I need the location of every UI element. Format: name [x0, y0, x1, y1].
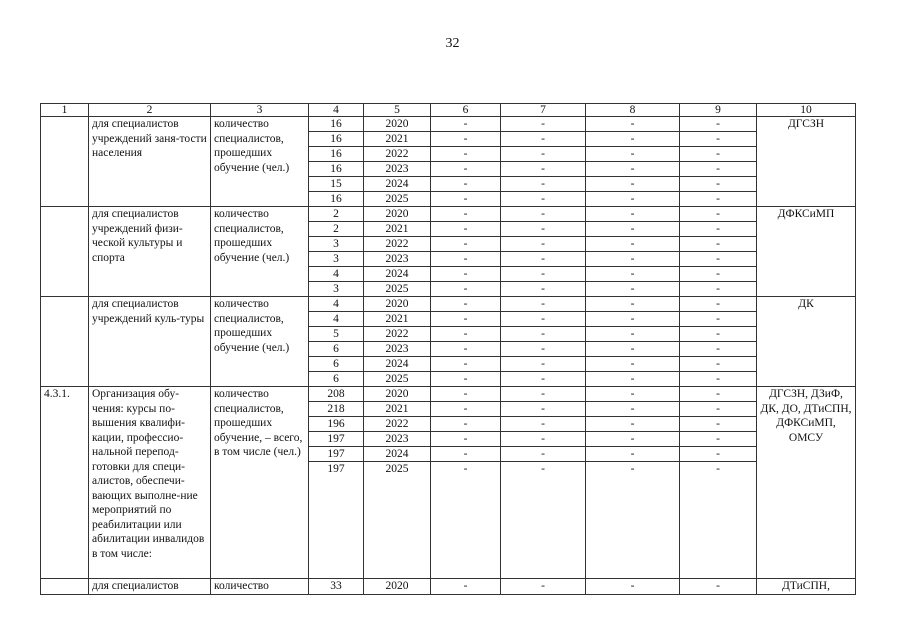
year-cell: 2025 [364, 282, 431, 297]
year-cell: 2020 [364, 387, 431, 402]
dash-cell: - [501, 282, 586, 297]
value-cell: 5 [309, 327, 364, 342]
measure-name-cell: для специалистов [89, 579, 211, 595]
column-header: 4 [309, 104, 364, 117]
indicator-cell: количество специалистов, прошедших обучение (чел.) [211, 297, 309, 387]
value-cell: 197 [309, 447, 364, 462]
dash-cell: - [501, 372, 586, 387]
dash-cell: - [501, 462, 586, 579]
column-header: 8 [586, 104, 680, 117]
dash-cell: - [431, 357, 501, 372]
table-row [41, 579, 856, 595]
dash-cell: - [586, 387, 680, 402]
dash-cell: - [586, 312, 680, 327]
dash-cell: - [680, 387, 757, 402]
dash-cell: - [586, 357, 680, 372]
dash-cell: - [680, 192, 757, 207]
dash-cell: - [431, 252, 501, 267]
dash-cell: - [431, 402, 501, 417]
dash-cell: - [501, 222, 586, 237]
dash-cell: - [680, 177, 757, 192]
year-cell: 2025 [364, 372, 431, 387]
dash-cell: - [680, 462, 757, 579]
year-cell: 2022 [364, 147, 431, 162]
value-cell: 16 [309, 147, 364, 162]
value-cell: 16 [309, 192, 364, 207]
value-cell: 15 [309, 177, 364, 192]
year-cell: 2022 [364, 237, 431, 252]
dash-cell: - [501, 312, 586, 327]
year-cell: 2022 [364, 417, 431, 432]
dash-cell: - [431, 177, 501, 192]
dash-cell: - [680, 207, 757, 222]
dash-cell: - [680, 312, 757, 327]
dash-cell: - [586, 402, 680, 417]
responsible-cell: ДГСЗН, ДЗиФ, ДК, ДО, ДТиСПН, ДФКСиМП, ОМСУ [757, 387, 856, 579]
year-cell: 2020 [364, 297, 431, 312]
dash-cell: - [501, 342, 586, 357]
year-cell: 2023 [364, 252, 431, 267]
dash-cell: - [680, 417, 757, 432]
table-row [41, 207, 856, 222]
value-cell: 16 [309, 162, 364, 177]
dash-cell: - [586, 117, 680, 132]
year-cell: 2024 [364, 177, 431, 192]
year-cell: 2023 [364, 432, 431, 447]
dash-cell: - [586, 432, 680, 447]
year-cell: 2022 [364, 327, 431, 342]
dash-cell: - [431, 417, 501, 432]
column-header: 1 [41, 104, 89, 117]
value-cell: 16 [309, 117, 364, 132]
dash-cell: - [501, 192, 586, 207]
dash-cell: - [680, 342, 757, 357]
table-body [41, 104, 856, 595]
dash-cell: - [586, 147, 680, 162]
responsible-cell: ДГСЗН [757, 117, 856, 207]
measure-name-cell: для специалистов учреждений куль-туры [89, 297, 211, 387]
item-number-cell [41, 579, 89, 595]
table-row [41, 387, 856, 402]
item-number-cell [41, 297, 89, 387]
value-cell: 4 [309, 297, 364, 312]
dash-cell: - [501, 432, 586, 447]
measure-name-cell: Организация обу-чения: курсы по-вышения квалифи-кации, профессио-нальной перепод-готовки для специ-алистов, обеспечи-вающих выполне-ние мероприятий по реабилитации или абилитации инвалидов в том числе: [89, 387, 211, 579]
value-cell: 218 [309, 402, 364, 417]
dash-cell: - [680, 327, 757, 342]
value-cell: 3 [309, 282, 364, 297]
year-cell: 2024 [364, 447, 431, 462]
year-cell: 2025 [364, 192, 431, 207]
column-header: 9 [680, 104, 757, 117]
table-row [41, 117, 856, 132]
dash-cell: - [586, 282, 680, 297]
value-cell: 6 [309, 342, 364, 357]
dash-cell: - [586, 177, 680, 192]
measure-name-cell: для специалистов учреждений физи-ческой культуры и спорта [89, 207, 211, 297]
dash-cell: - [501, 177, 586, 192]
page-number: 32 [445, 36, 460, 51]
item-number-cell: 4.3.1. [41, 387, 89, 579]
dash-cell: - [501, 387, 586, 402]
dash-cell: - [680, 147, 757, 162]
dash-cell: - [431, 132, 501, 147]
indicator-cell: количество специалистов, прошедших обучение, – всего, в том числе (чел.) [211, 387, 309, 579]
year-cell: 2021 [364, 402, 431, 417]
value-cell: 2 [309, 207, 364, 222]
value-cell: 196 [309, 417, 364, 432]
dash-cell: - [586, 447, 680, 462]
dash-cell: - [431, 579, 501, 595]
value-cell: 3 [309, 252, 364, 267]
dash-cell: - [431, 117, 501, 132]
dash-cell: - [431, 447, 501, 462]
dash-cell: - [680, 132, 757, 147]
responsible-cell: ДТиСПН, [757, 579, 856, 595]
dash-cell: - [501, 447, 586, 462]
dash-cell: - [431, 207, 501, 222]
table-row [41, 297, 856, 312]
dash-cell: - [586, 252, 680, 267]
year-cell: 2020 [364, 117, 431, 132]
dash-cell: - [501, 132, 586, 147]
dash-cell: - [586, 207, 680, 222]
dash-cell: - [680, 297, 757, 312]
year-cell: 2025 [364, 462, 431, 579]
value-cell: 197 [309, 462, 364, 579]
dash-cell: - [431, 432, 501, 447]
dash-cell: - [586, 267, 680, 282]
column-header-row [41, 104, 856, 117]
dash-cell: - [431, 297, 501, 312]
dash-cell: - [431, 237, 501, 252]
dash-cell: - [501, 252, 586, 267]
dash-cell: - [586, 372, 680, 387]
dash-cell: - [586, 327, 680, 342]
dash-cell: - [501, 579, 586, 595]
responsible-cell: ДФКСиМП [757, 207, 856, 297]
dash-cell: - [431, 162, 501, 177]
dash-cell: - [501, 402, 586, 417]
indicator-cell: количество [211, 579, 309, 595]
dash-cell: - [586, 342, 680, 357]
dash-cell: - [501, 267, 586, 282]
dash-cell: - [680, 222, 757, 237]
dash-cell: - [431, 312, 501, 327]
indicator-cell: количество специалистов, прошедших обучение (чел.) [211, 207, 309, 297]
dash-cell: - [431, 222, 501, 237]
dash-cell: - [431, 327, 501, 342]
dash-cell: - [680, 117, 757, 132]
measures-table [40, 103, 856, 595]
column-header: 3 [211, 104, 309, 117]
dash-cell: - [501, 207, 586, 222]
dash-cell: - [586, 462, 680, 579]
column-header: 10 [757, 104, 856, 117]
value-cell: 16 [309, 132, 364, 147]
value-cell: 4 [309, 312, 364, 327]
dash-cell: - [680, 447, 757, 462]
year-cell: 2021 [364, 312, 431, 327]
value-cell: 4 [309, 267, 364, 282]
year-cell: 2021 [364, 132, 431, 147]
dash-cell: - [501, 297, 586, 312]
dash-cell: - [586, 417, 680, 432]
dash-cell: - [586, 237, 680, 252]
dash-cell: - [680, 402, 757, 417]
value-cell: 6 [309, 357, 364, 372]
column-header: 7 [501, 104, 586, 117]
value-cell: 197 [309, 432, 364, 447]
dash-cell: - [431, 372, 501, 387]
dash-cell: - [431, 342, 501, 357]
dash-cell: - [680, 267, 757, 282]
dash-cell: - [501, 327, 586, 342]
year-cell: 2021 [364, 222, 431, 237]
dash-cell: - [431, 387, 501, 402]
dash-cell: - [680, 162, 757, 177]
value-cell: 2 [309, 222, 364, 237]
dash-cell: - [680, 282, 757, 297]
dash-cell: - [586, 579, 680, 595]
dash-cell: - [431, 147, 501, 162]
year-cell: 2020 [364, 579, 431, 595]
year-cell: 2020 [364, 207, 431, 222]
item-number-cell [41, 207, 89, 297]
dash-cell: - [501, 117, 586, 132]
dash-cell: - [680, 432, 757, 447]
dash-cell: - [586, 162, 680, 177]
dash-cell: - [431, 192, 501, 207]
column-header: 6 [431, 104, 501, 117]
column-header: 5 [364, 104, 431, 117]
dash-cell: - [680, 252, 757, 267]
dash-cell: - [431, 282, 501, 297]
dash-cell: - [680, 357, 757, 372]
value-cell: 208 [309, 387, 364, 402]
dash-cell: - [501, 147, 586, 162]
measure-name-cell: для специалистов учреждений заня-тости населения [89, 117, 211, 207]
dash-cell: - [501, 237, 586, 252]
value-cell: 6 [309, 372, 364, 387]
year-cell: 2024 [364, 267, 431, 282]
dash-cell: - [586, 297, 680, 312]
dash-cell: - [431, 267, 501, 282]
dash-cell: - [680, 372, 757, 387]
value-cell: 33 [309, 579, 364, 595]
year-cell: 2023 [364, 162, 431, 177]
column-header: 2 [89, 104, 211, 117]
dash-cell: - [586, 222, 680, 237]
dash-cell: - [586, 132, 680, 147]
year-cell: 2024 [364, 357, 431, 372]
dash-cell: - [680, 237, 757, 252]
dash-cell: - [680, 579, 757, 595]
indicator-cell: количество специалистов, прошедших обучение (чел.) [211, 117, 309, 207]
dash-cell: - [501, 162, 586, 177]
item-number-cell [41, 117, 89, 207]
dash-cell: - [586, 192, 680, 207]
dash-cell: - [501, 357, 586, 372]
year-cell: 2023 [364, 342, 431, 357]
dash-cell: - [431, 462, 501, 579]
dash-cell: - [501, 417, 586, 432]
responsible-cell: ДК [757, 297, 856, 387]
value-cell: 3 [309, 237, 364, 252]
